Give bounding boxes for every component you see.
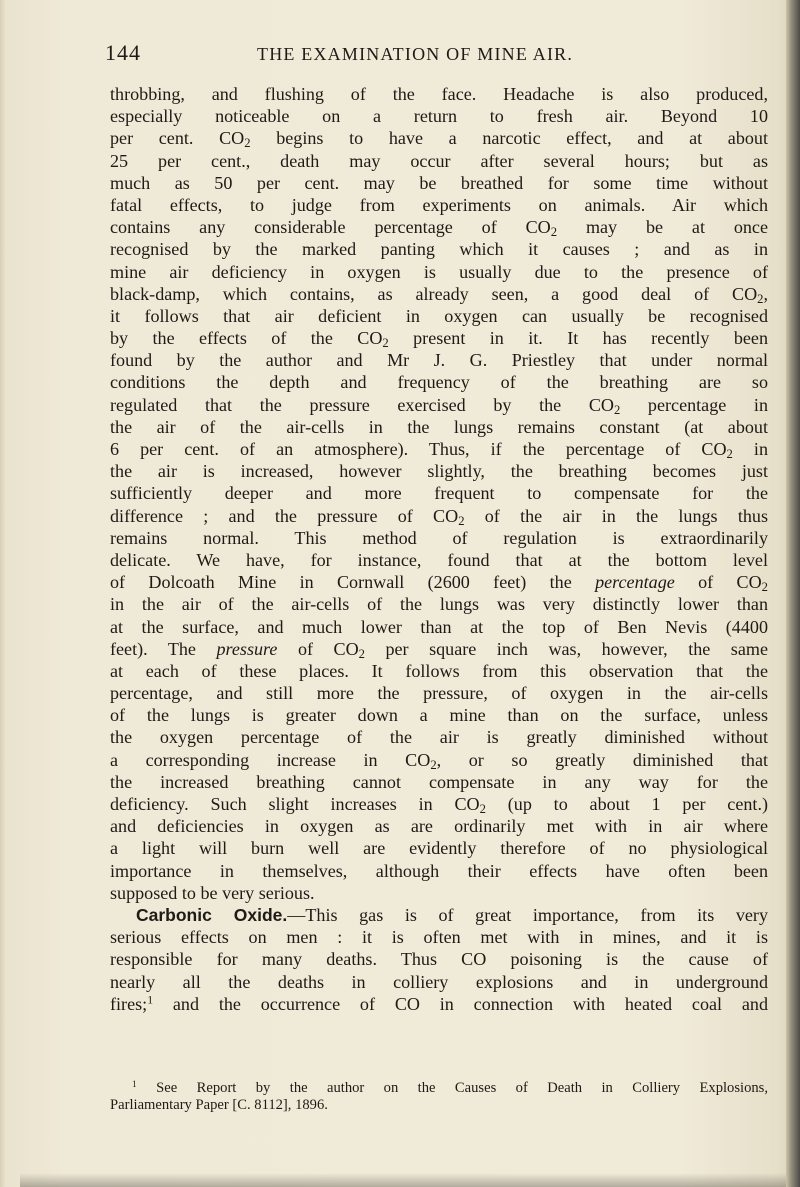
footnote-line (110, 1080, 768, 1097)
text-line (110, 438, 768, 460)
text-run: percentage, and still more the pressure, of oxygen in the air-cells (110, 683, 768, 704)
text-run: supposed to be very serious. (110, 882, 315, 903)
text-line (110, 593, 768, 615)
text-line (110, 105, 768, 127)
page-bottom-shadow (20, 1173, 786, 1187)
text-run: nearly all the deaths in colliery explosions and in underground (110, 971, 768, 992)
text-run: percentage in (620, 394, 768, 415)
text-run: in the air of the air-cells of the lungs was very distinctly lower than (110, 594, 768, 615)
text-line (110, 172, 768, 194)
text-run: responsible for many deaths. Thus CO poisoning is the cause of (110, 949, 768, 970)
text-run: at each of these places. It follows from this observation that the (110, 660, 768, 681)
text-line (110, 571, 768, 593)
text-line (110, 482, 768, 504)
text-line (110, 660, 768, 682)
text-line (110, 616, 768, 638)
text-run: it follows that air deficient in oxygen can usually be recognised (110, 305, 768, 326)
running-title: THE EXAMINATION OF MINE AIR. (257, 44, 574, 64)
text-line (110, 238, 768, 260)
text-run: —This gas is of great importance, from its very (287, 904, 768, 925)
text-line (110, 394, 768, 416)
text-run: , or so greatly diminished that (436, 749, 768, 770)
text-run: a corresponding increase in CO (110, 749, 431, 770)
text-run: the air is increased, however slightly, the breathing becomes just (110, 461, 768, 482)
text-run: per cent. CO (110, 128, 245, 149)
text-line (110, 371, 768, 393)
text-run: recognised by the marked panting which it causes ; and as in (110, 239, 768, 260)
text-run: See Report by the author on the Causes of Death in Colliery Explosions, (136, 1080, 768, 1096)
subscript: 2 (613, 402, 621, 417)
text-run: remains normal. This method of regulation is extraordinarily (110, 527, 768, 548)
text-run: per square inch was, however, the same (364, 638, 768, 659)
running-head (105, 40, 765, 70)
text-line (110, 416, 768, 438)
footnote (110, 1080, 768, 1114)
text-run: of the air in the lungs thus (464, 505, 768, 526)
emphasis: pressure (216, 638, 278, 659)
text-run: , (763, 283, 768, 304)
text-line (110, 726, 768, 748)
footnote-marker: 1 (147, 993, 154, 1007)
text-line (110, 904, 768, 926)
text-line (110, 327, 768, 349)
text-run: and the occurrence of CO in connection with heated coal and (153, 993, 768, 1014)
text-run: much as 50 per cent. may be breathed for some time without (110, 172, 768, 193)
text-run: in (732, 439, 768, 459)
text-run: (up to about 1 per cent.) (485, 794, 768, 814)
text-run: may be at once (557, 217, 768, 238)
text-line (110, 216, 768, 238)
text-run: the air of the air-cells in the lungs remains constant (at about (110, 416, 768, 437)
text-line (110, 993, 768, 1015)
text-line (110, 971, 768, 993)
text-run: serious effects on men : it is often met with in mines, and it is (110, 927, 768, 948)
text-run: contains any considerable percentage of CO (110, 217, 551, 238)
text-line (110, 261, 768, 283)
subscript: 2 (430, 757, 437, 772)
subscript: 2 (757, 291, 764, 306)
subscript: 2 (761, 580, 768, 595)
page-binding-shadow (786, 0, 800, 1187)
page-left-edge (0, 0, 6, 1187)
text-run: of the lungs is greater down a mine than on the surface, unless (110, 705, 768, 726)
page-number: 144 (105, 40, 141, 65)
text-run: regulated that the pressure exercised by the CO (110, 394, 614, 415)
text-line (110, 194, 768, 216)
subscript: 2 (726, 447, 733, 462)
text-run: black-damp, which contains, as already seen, a good deal of CO (110, 283, 758, 304)
subscript: 2 (244, 136, 251, 151)
text-run: fatal effects, to judge from experiments on animals. Air which (110, 194, 768, 215)
subscript: 2 (458, 513, 465, 528)
text-run: and deficiencies in oxygen as are ordinarily met with in air where (110, 816, 768, 837)
text-run: the oxygen percentage of the air is greatly diminished without (110, 727, 768, 748)
text-run: begins to have a narcotic effect, and at about (250, 128, 768, 149)
text-line (110, 505, 768, 527)
emphasis: percentage (595, 572, 675, 593)
text-run: importance in themselves, although their effects have often been (110, 860, 768, 881)
text-line (110, 127, 768, 149)
text-line (110, 83, 768, 105)
text-run: of CO (674, 572, 762, 593)
text-line (110, 704, 768, 726)
text-run: throbbing, and flushing of the face. Headache is also produced, (110, 84, 768, 104)
footnote-line (110, 1097, 768, 1114)
text-line (110, 882, 768, 904)
text-run: especially noticeable on a return to fresh air. Beyond 10 (110, 106, 768, 127)
text-line (110, 549, 768, 571)
text-line (110, 283, 768, 305)
text-line (110, 638, 768, 660)
text-line (110, 860, 768, 882)
subscript: 2 (479, 802, 486, 817)
footnote-marker: 1 (132, 1079, 137, 1090)
text-run: Parliamentary Paper [C. 8112], 1896. (110, 1097, 328, 1113)
text-run: at the surface, and much lower than at the top of Ben Nevis (4400 (110, 616, 768, 637)
subscript: 2 (358, 646, 365, 661)
text-line (110, 527, 768, 549)
text-line (110, 815, 768, 837)
text-run: sufficiently deeper and more frequent to compensate for the (110, 483, 768, 504)
text-line (110, 771, 768, 793)
text-run: mine air deficiency in oxygen is usually due to the presence of (110, 261, 768, 282)
text-run: delicate. We have, for instance, found that at the bottom level (110, 549, 768, 570)
subscript: 2 (382, 336, 389, 351)
text-run: fires; (110, 993, 148, 1014)
text-run: feet). The (110, 638, 217, 659)
text-run: found by the author and Mr J. G. Priestley that under normal (110, 350, 768, 371)
text-run: deficiency. Such slight increases in CO (110, 794, 480, 814)
text-run: 6 per cent. of an atmosphere). Thus, if the percentage of CO (110, 439, 727, 459)
text-line (110, 948, 768, 970)
text-line (110, 305, 768, 327)
text-line (110, 749, 768, 771)
subscript: 2 (550, 225, 558, 240)
text-run: by the effects of the CO (110, 328, 383, 349)
body-text (110, 83, 768, 1015)
text-run: the increased breathing cannot compensate in any way for the (110, 771, 768, 792)
section-heading: Carbonic Oxide. (136, 904, 288, 925)
text-run: of Dolcoath Mine in Cornwall (2600 feet) the (110, 572, 596, 593)
text-run: difference ; and the pressure of CO (110, 505, 459, 526)
text-line (110, 793, 768, 815)
text-run: a light will burn well are evidently therefore of no physiological (110, 838, 768, 859)
text-line (110, 682, 768, 704)
text-line (110, 926, 768, 948)
text-run: 25 per cent., death may occur after several hours; but as (110, 150, 768, 171)
text-run: conditions the depth and frequency of the breathing are so (110, 372, 768, 393)
text-line (110, 150, 768, 172)
text-run: present in it. It has recently been (388, 328, 768, 349)
text-line (110, 460, 768, 482)
text-run: of CO (277, 638, 359, 659)
text-line (110, 837, 768, 859)
text-line (110, 349, 768, 371)
